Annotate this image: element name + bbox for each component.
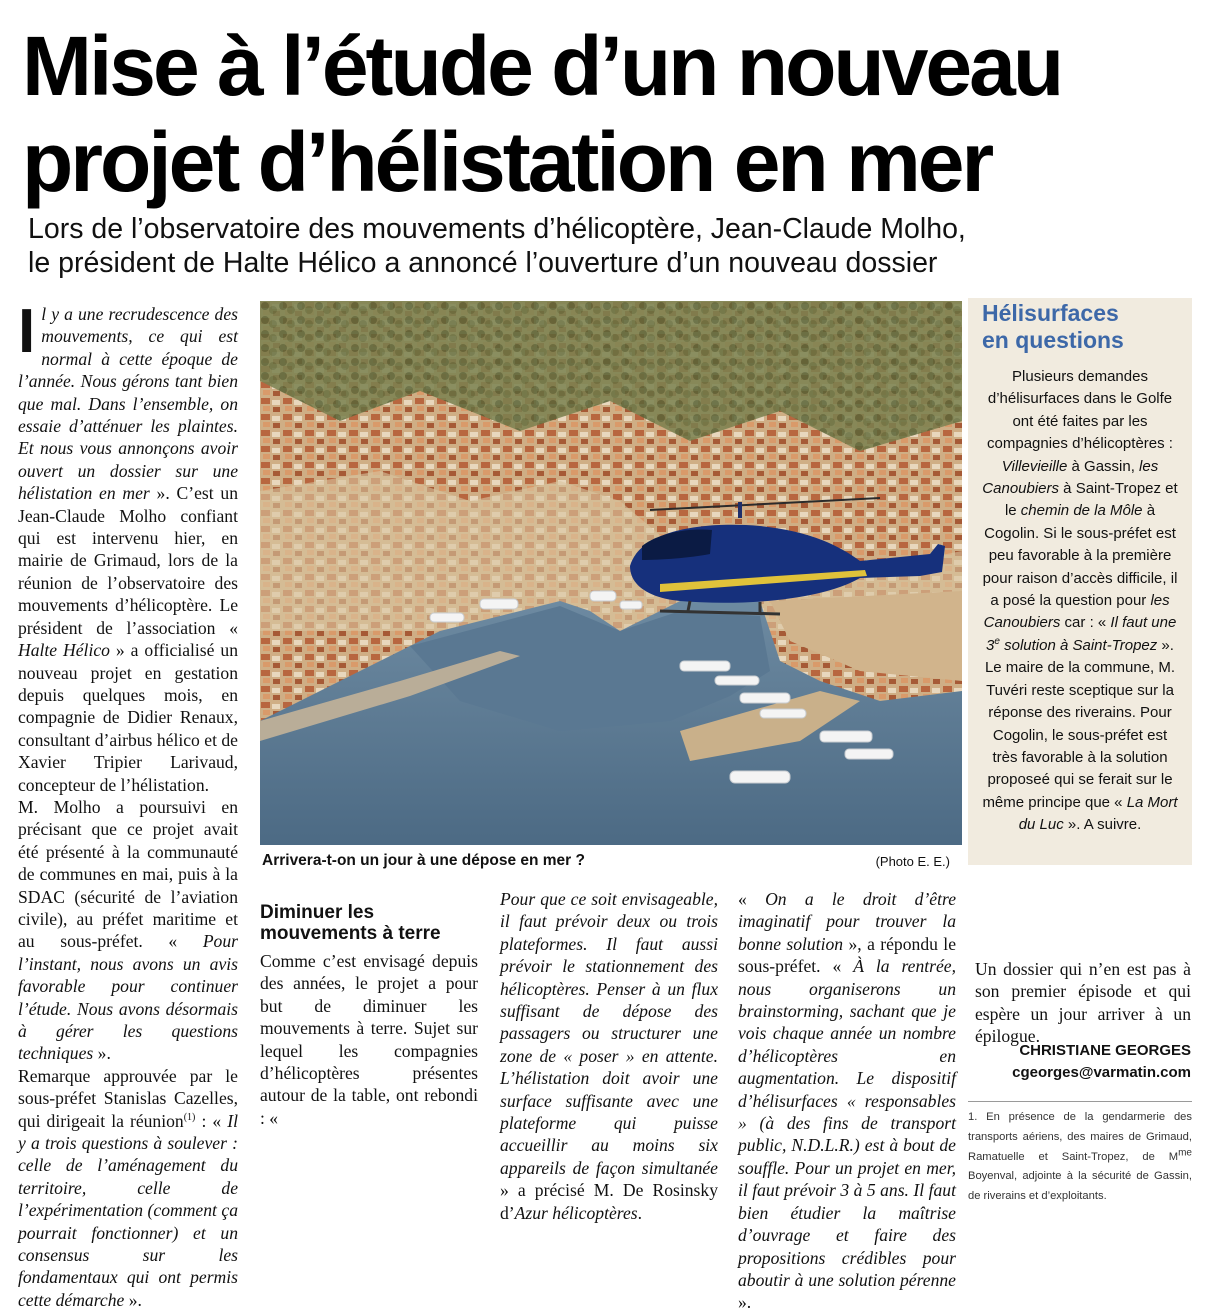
- byline: [975, 1040, 1191, 1084]
- opening-quote: l y a une recrudescence des mouvements, ce qui est normal à cette époque de l’année. Nous gérons tant bien que mal. Dans l’ensemble, on essaie d’atténuer les plaintes. Et nous vous annonçons avoir ouvert un dossier sur une hélistation en mer: [18, 304, 238, 504]
- drop-cap: I: [18, 297, 36, 366]
- sidebar-box: [968, 298, 1192, 865]
- article-column-5: [975, 958, 1191, 1047]
- author-email[interactable]: cgeorges@varmatin.com: [1012, 1064, 1191, 1081]
- headline-line-1: Mise à l’étude d’un nouveau: [22, 19, 1062, 113]
- deck-line-1: Lors de l’observatoire des mouvements d’hélicoptère, Jean-Claude Molho,: [28, 213, 966, 245]
- article-column-2: [260, 888, 478, 1208]
- sidebar-body: Plusieurs demandes d’hélisurfaces dans le Golfe ont été faites par les compagnies d’hélicoptères : Villevieille à Gassin, les Canoubiers à Saint-Tropez et le chemin de la Môle à Cogolin. Si le sous-préfet est peu favorable à la première pour raison d’accès difficile, il a posé la question pour les Canoubiers car : « Il faut une 3e solution à Saint-Tropez ». Le maire de la commune, M. Tuvéri reste sceptique sur la réponse des riverains. Pour Cogolin, le sous-préfet est très favorable à la solution proposeé qui se ferait sur le même principe que « La Mort du Luc ». A suivre.: [982, 368, 1178, 834]
- article-column-1: [18, 297, 238, 1310]
- article-paragraph-5: « On a le droit d’être imaginatif pour trouver la bonne solution », a répondu le sous-préfet. « À la rentrée, nous organiserons un brainstorming, sachant que je vois chaque année un nombre d’hélicoptères en augmentation. Le dispositif d’hélisurfaces « responsables » (à des fins de transport public, N.D.L.R.) est à bout de souffle. Pour un projet en mer, il faut prévoir 3 à 5 ans. Il faut bien étudier la maîtrise d’ouvrage et faire des propositions crédibles pour aboutir à une solution pérenne ».: [738, 889, 957, 1313]
- article-column-3: [500, 888, 718, 1223]
- article-paragraph-1: Il y a une recrudescence des mouvements, ce qui est normal à cette époque de l’année. Nous gérons tant bien que mal. Dans l’ensemble, on essaie d’atténuer les plaintes. Et nous vous annonçons avoir ouvert un dossier sur une hélistation en mer ». C’est un Jean-Claude Molho confiant qui est intervenu hier, en mairie de Grimaud, lors de la réunion de l’observatoire des mouvements d’hélicoptère. Le président de l’association « Halte Hélico » a officialisé un nouveau projet en gestation depuis quelques mois, en compagnie de Didier Renaux, consultant d’airbus hélico et de Xavier Tripier Larivaud, concepteur de l’hélistation.: [18, 297, 238, 795]
- photo-caption: [262, 852, 958, 876]
- saint-tropez-aerial-photo: [260, 301, 962, 845]
- article-subhead: Diminuer les mouvements à terre: [260, 902, 441, 944]
- headline: [22, 18, 1192, 210]
- sidebar-title: Hélisurfaces en questions: [982, 300, 1124, 353]
- headline-line-2: projet d’hélistation en mer: [22, 115, 992, 209]
- article-paragraph-2: M. Molho a poursuivi en précisant que ce projet avait été présenté à la communauté de communes en mai, puis à la SDAC (sécurité de l’aviation civile), au préfet maritime et au sous-préfet. « Pour l’instant, nous avons un avis favorable pour continuer l’étude. Nous avons désormais à gérer les questions techniques ».: [18, 796, 238, 1064]
- article-paragraph-6: Un dossier qui n’en est pas à son premier épisode et qui espère un jour arriver à un épilogue.: [975, 959, 1191, 1047]
- article-paragraph-3: Remarque approuvée par le sous-préfet Stanislas Cazelles, qui dirigeait la réunion$^{(1)}$ : « Il y a trois questions à soulever : celle de l’aménagement du territoire, celle de l’expérimentation (comment ça pourrait fonctionner) et un consensus sur les fondamentaux qui ont permis cette démarche ».: [18, 1065, 238, 1310]
- deck-line-2: le président de Halte Hélico a annoncé l’ouverture d’un nouveau dossier: [28, 247, 938, 279]
- photo-credit: (Photo E. E.): [875, 854, 950, 869]
- article-column-4: [738, 888, 957, 1313]
- photo-caption-text: Arrivera-t-on un jour à une dépose en mer ?: [262, 852, 585, 869]
- article-paragraph-4-quote: Pour que ce soit envisageable, il faut prévoir deux ou trois plateformes. Il faut aussi prévoir le stationnement des hélicoptères. Penser à un flux suffisant de dépose des passagers ou structurer une zone de « poser » en attente. L’hélistation doit avoir une surface suffisante avec une plateforme qui puisse accueillir au moins six appareils de façon simultanée » a précisé M. De Rosinsky d’Azur hélicoptères.: [500, 889, 718, 1223]
- article-paragraph-4: Comme c’est envisagé depuis des années, le projet a pour but de diminuer les mouvements à terre. Sujet sur lequel les compagnies d’hélicoptères présentes autour de la table, ont rebondi : «: [260, 951, 478, 1128]
- author-name: CHRISTIANE GEORGES: [1019, 1042, 1191, 1059]
- footnote-marker: (1): [183, 1111, 196, 1123]
- deck: [28, 212, 1198, 280]
- footnote: 1. En présence de la gendarmerie des transports aériens, des maires de Grimaud, Ramatuelle et Saint-Tropez, de Mme Boyenval, adjointe à la sécurité de Gassin, de riverains et d’exploitants.: [968, 1101, 1192, 1207]
- article-paragraph-3-quote: Il y a trois questions à soulever : celle de l’aménagement du territoire, celle de l’expérimentation (comment ça pourrait fonctionner) et un consensus sur les fondamentaux qui ont permis cette démarche: [18, 1110, 238, 1310]
- article-photo: [260, 301, 962, 845]
